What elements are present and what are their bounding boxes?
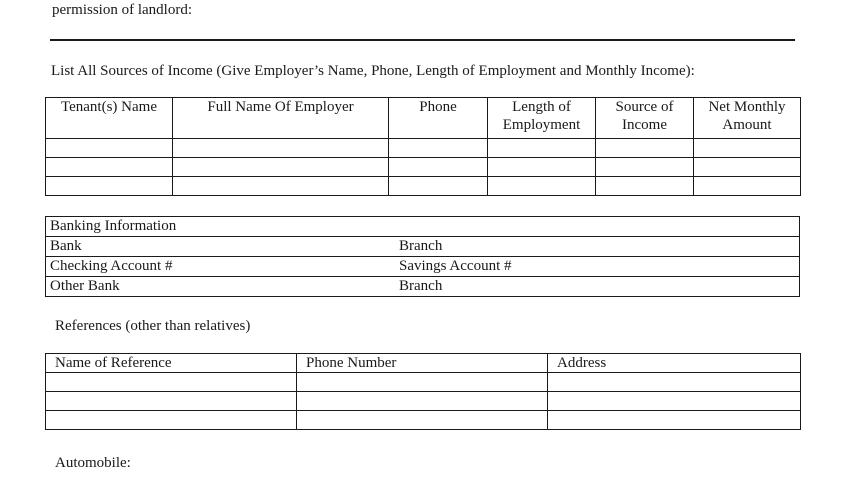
- references-table: [45, 353, 801, 430]
- header-tenant-name: Tenant(s) Name: [46, 98, 173, 139]
- income-cell-length[interactable]: [488, 139, 596, 158]
- income-cell-tenant[interactable]: [46, 177, 173, 196]
- reference-cell-address[interactable]: [548, 411, 801, 430]
- income-caption: List All Sources of Income (Give Employer’s Name, Phone, Length of Employment and Monthly Income):: [51, 63, 695, 79]
- income-cell-employer[interactable]: [173, 177, 389, 196]
- bank-label: Bank: [50, 238, 82, 254]
- income-cell-length[interactable]: [488, 177, 596, 196]
- header-employer-name: Full Name Of Employer: [173, 98, 389, 139]
- income-cell-employer[interactable]: [173, 158, 389, 177]
- header-length-of-employment: Length of Employment: [488, 98, 596, 139]
- income-cell-amount[interactable]: [694, 177, 801, 196]
- other-bank-label: Other Bank: [50, 278, 120, 294]
- income-cell-employer[interactable]: [173, 139, 389, 158]
- reference-cell-name[interactable]: [46, 392, 297, 411]
- branch-label: Branch: [399, 238, 443, 254]
- reference-row: [46, 392, 801, 411]
- reference-row: [46, 411, 801, 430]
- signature-rule: [50, 39, 795, 41]
- income-cell-tenant[interactable]: [46, 158, 173, 177]
- income-cell-source[interactable]: [596, 158, 694, 177]
- header-source-of-income: Source of Income: [596, 98, 694, 139]
- income-row: [46, 139, 801, 158]
- income-cell-amount[interactable]: [694, 158, 801, 177]
- reference-cell-name[interactable]: [46, 411, 297, 430]
- income-cell-phone[interactable]: [389, 177, 488, 196]
- banking-information-title: Banking Information: [46, 217, 800, 237]
- income-row: [46, 177, 801, 196]
- reference-cell-phone[interactable]: [297, 373, 548, 392]
- permission-of-landlord-text: permission of landlord:: [52, 2, 192, 18]
- income-cell-phone[interactable]: [389, 139, 488, 158]
- income-cell-tenant[interactable]: [46, 139, 173, 158]
- reference-cell-phone[interactable]: [297, 392, 548, 411]
- bank-field[interactable]: [46, 237, 800, 257]
- references-header-row: [46, 354, 801, 373]
- header-address: Address: [548, 354, 801, 373]
- reference-cell-name[interactable]: [46, 373, 297, 392]
- banking-account-row: [46, 257, 800, 277]
- income-table: [45, 97, 801, 196]
- references-caption: References (other than relatives): [55, 318, 251, 334]
- income-header-row: [46, 98, 801, 139]
- header-phone: Phone: [389, 98, 488, 139]
- reference-row: [46, 373, 801, 392]
- header-name-of-reference: Name of Reference: [46, 354, 297, 373]
- income-cell-source[interactable]: [596, 177, 694, 196]
- income-cell-amount[interactable]: [694, 139, 801, 158]
- automobile-label: Automobile:: [55, 455, 131, 471]
- income-cell-source[interactable]: [596, 139, 694, 158]
- reference-cell-address[interactable]: [548, 392, 801, 411]
- header-phone-number: Phone Number: [297, 354, 548, 373]
- income-cell-length[interactable]: [488, 158, 596, 177]
- other-bank-field[interactable]: [46, 277, 800, 297]
- banking-table: [45, 216, 800, 297]
- banking-bank-row: [46, 237, 800, 257]
- income-row: [46, 158, 801, 177]
- banking-title-row: [46, 217, 800, 237]
- account-field[interactable]: [46, 257, 800, 277]
- checking-account-label: Checking Account #: [50, 258, 173, 274]
- reference-cell-address[interactable]: [548, 373, 801, 392]
- other-branch-label: Branch: [399, 278, 443, 294]
- savings-account-label: Savings Account #: [399, 258, 512, 274]
- header-net-monthly-amount: Net Monthly Amount: [694, 98, 801, 139]
- income-cell-phone[interactable]: [389, 158, 488, 177]
- banking-other-row: [46, 277, 800, 297]
- reference-cell-phone[interactable]: [297, 411, 548, 430]
